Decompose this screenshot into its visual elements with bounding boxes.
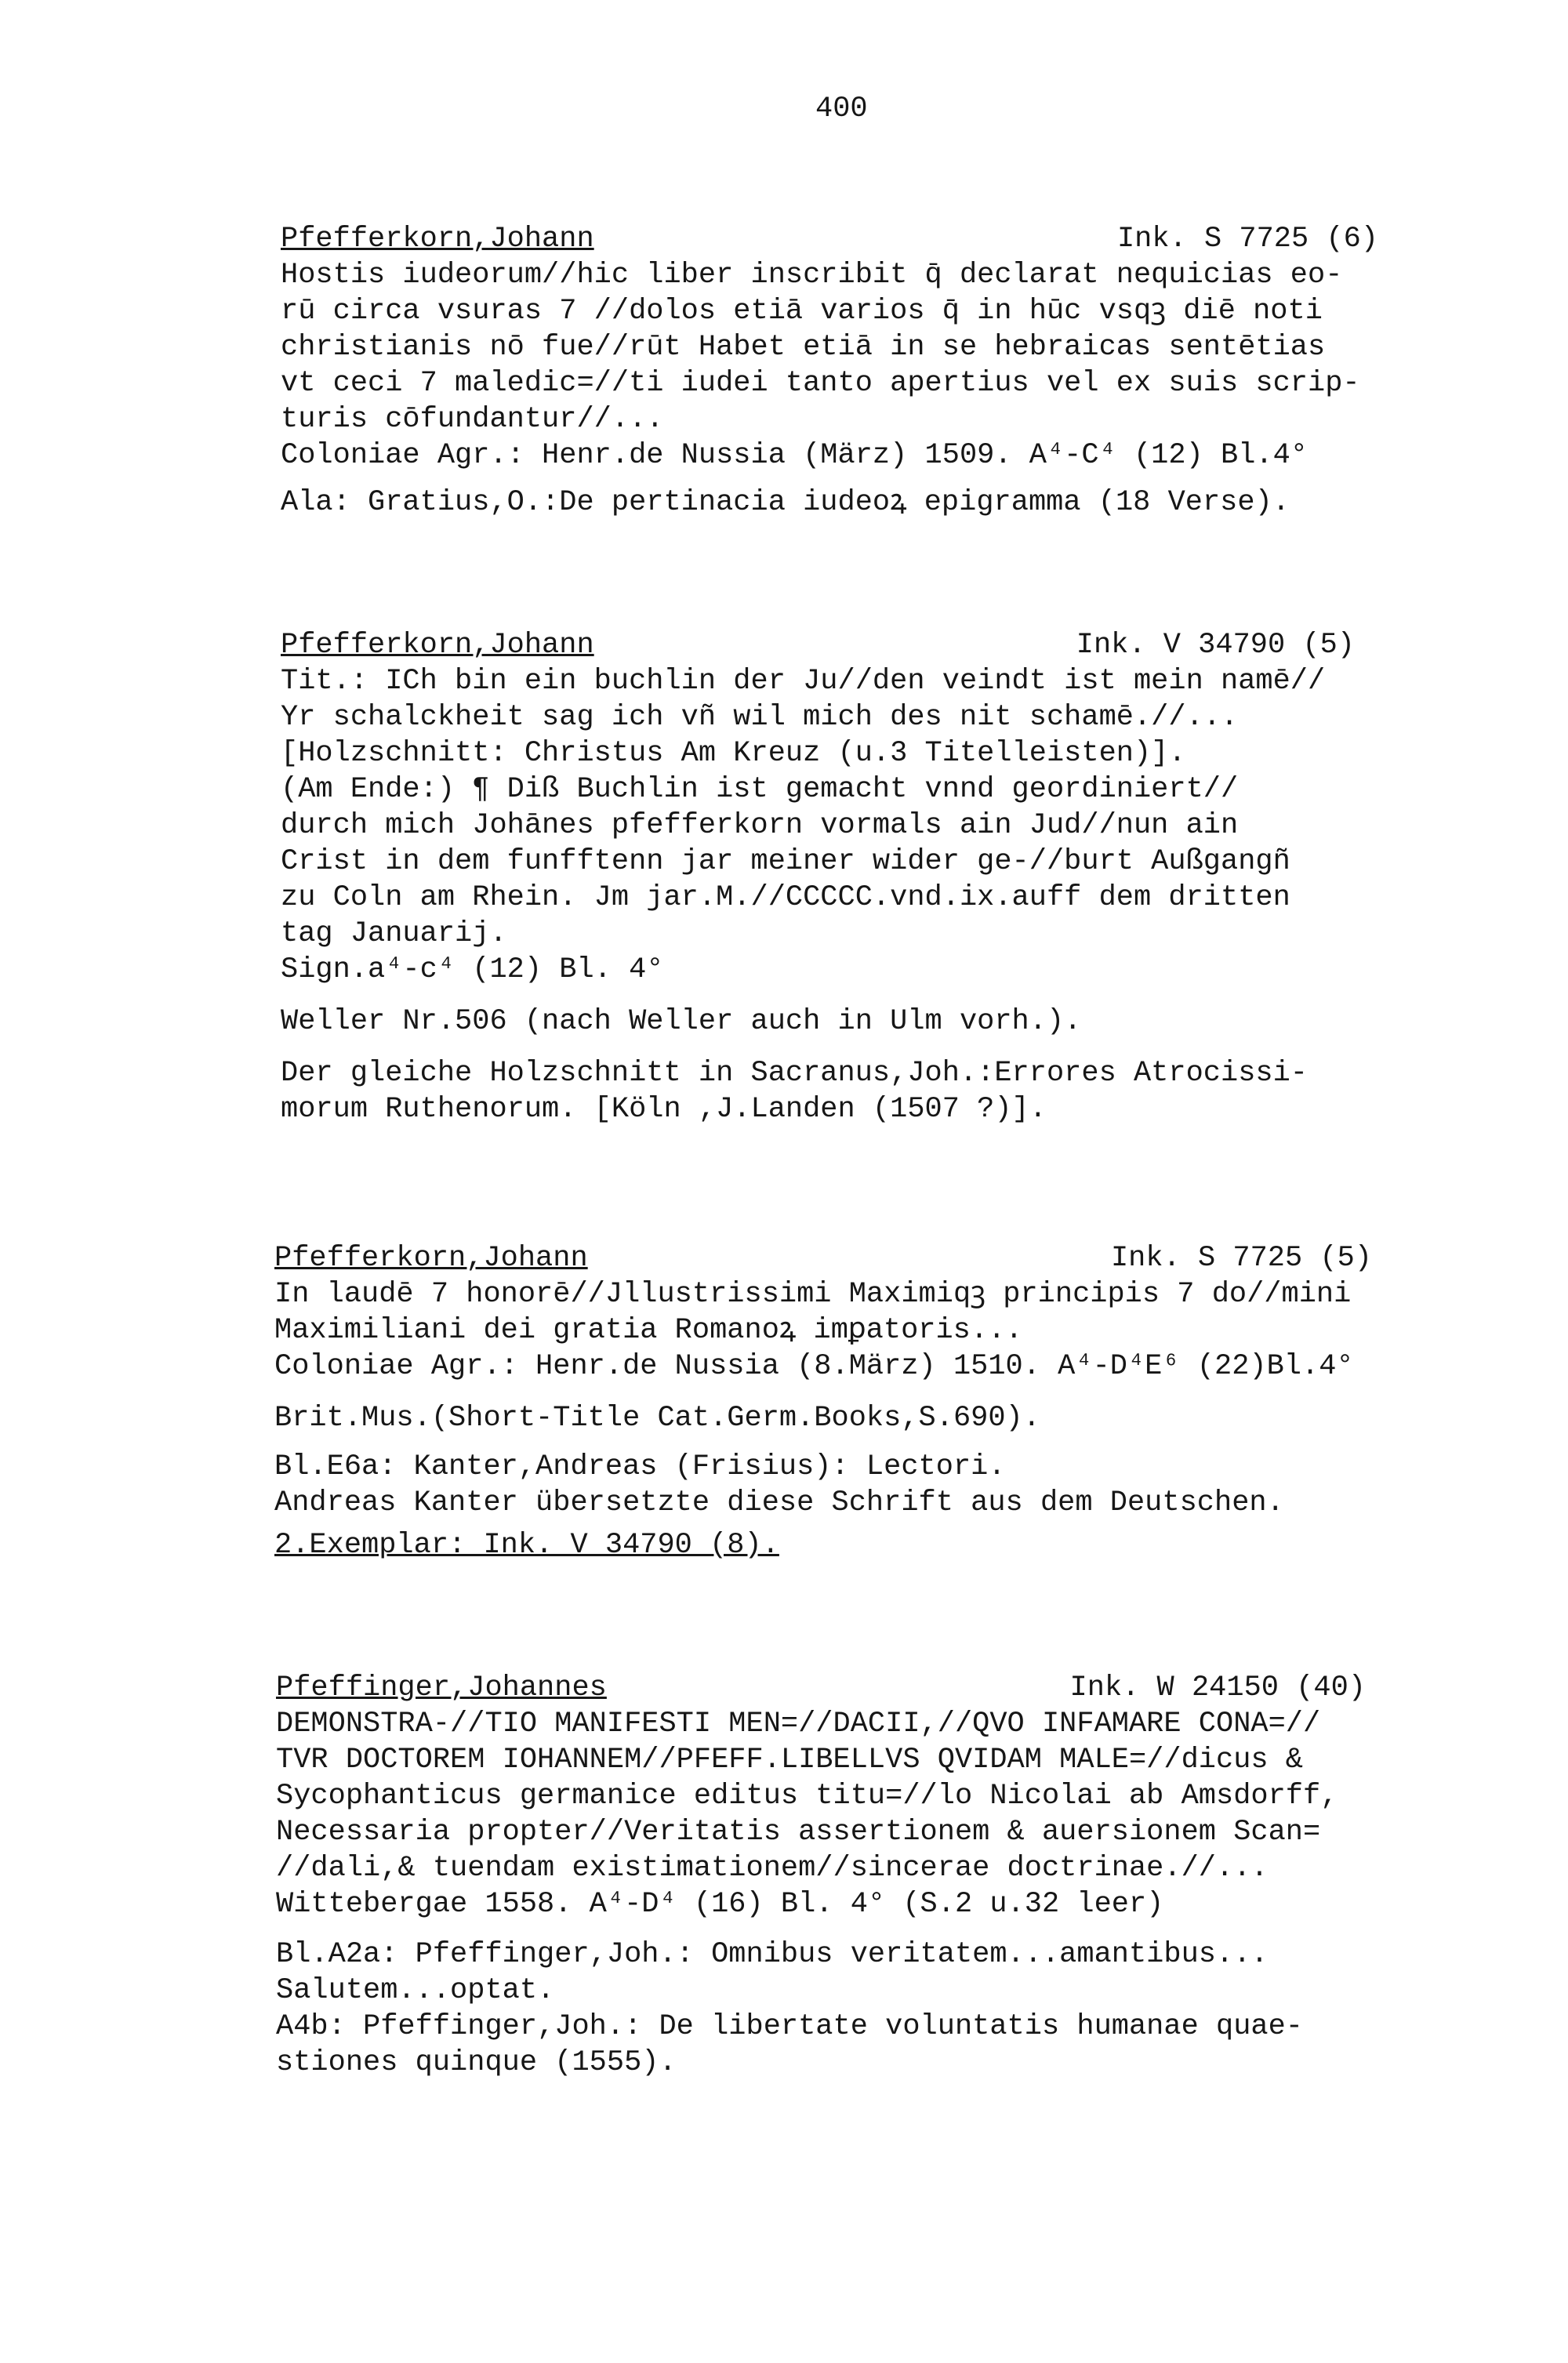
entry-note: stiones quinque (1555). [276, 2046, 677, 2079]
entry-line: christianis nō fue//rūt Habet etiā in se hebraicas sentētias [281, 331, 1326, 364]
entry-imprint: Sign.a⁴-c⁴ (12) Bl. 4° [281, 953, 664, 986]
entry-note: Ala: Gratius,O.:De pertinacia iudeoꝝ epigramma (18 Verse). [281, 486, 1290, 519]
entry-line: Tit.: ICh bin ein buchlin der Ju//den veindt ist mein namē// [281, 665, 1326, 698]
entry-shelfmark: Ink. V 34790 (5) [1076, 629, 1355, 662]
entry-note: Salutem...optat. [276, 1974, 555, 2007]
entry-line: vt ceci 7 maledic=//ti iudei tanto apertius vel ex suis scrip- [281, 367, 1360, 400]
entry-line: zu Coln am Rhein. Jm jar.M.//CCCCC.vnd.ix.auff dem dritten [281, 881, 1290, 914]
entry-author: Pfefferkorn,Johann [281, 223, 594, 256]
entry-line: TVR DOCTOREM IOHANNEM//PFEFF.LIBELLVS QVIDAM MALE=//dicus & [276, 1744, 1304, 1777]
entry-line: Necessaria propter//Veritatis assertionem & auersionem Scan= [276, 1816, 1321, 1849]
entry-note: Der gleiche Holzschnitt in Sacranus,Joh.:Errores Atrocissi- [281, 1057, 1308, 1090]
entry-shelfmark: Ink. S 7725 (5) [1110, 1242, 1372, 1275]
entry-shelfmark: Ink. S 7725 (6) [1116, 223, 1378, 256]
entry-line: turis cōfundantur//... [281, 403, 664, 436]
entry-note: Weller Nr.506 (nach Weller auch in Ulm vorh.). [281, 1005, 1082, 1038]
entry-line: rū circa vsuras 7 //dolos etiā varios q̄ in hūc vsqꝫ diē noti [281, 295, 1323, 328]
entry-author: Pfefferkorn,Johann [274, 1242, 588, 1275]
entry-note: Bl.E6a: Kanter,Andreas (Frisius): Lectori. [274, 1450, 1006, 1483]
page-number: 400 [815, 93, 868, 125]
entry-note: Andreas Kanter übersetzte diese Schrift aus dem Deutschen. [274, 1486, 1284, 1519]
entry-note: A4b: Pfeffinger,Joh.: De libertate voluntatis humanae quae- [276, 2010, 1304, 2043]
entry-line: Hostis iudeorum//hic liber inscribit q̄ declarat nequicias eo- [281, 259, 1343, 292]
entry-line: Sycophanticus germanice editus titu=//lo Nicolai ab Amsdorff, [276, 1780, 1338, 1813]
entry-line: DEMONSTRA-//TIO MANIFESTI MEN=//DACII,//QVO INFAMARE CONA=// [276, 1708, 1321, 1740]
entry-imprint: Wittebergae 1558. A⁴-D⁴ (16) Bl. 4° (S.2 u.32 leer) [276, 1888, 1164, 1921]
entry-line: //dali,& tuendam existimationem//sincerae doctrinae.//... [276, 1852, 1269, 1885]
entry-line: In laudē 7 honorē//Jllustrissimi Maximiqꝫ principis 7 do//mini [274, 1278, 1352, 1311]
entry-line: tag Januarij. [281, 917, 507, 950]
entry-author: Pfeffinger,Johannes [276, 1672, 607, 1704]
entry-imprint: Coloniae Agr.: Henr.de Nussia (8.März) 1510. A⁴-D⁴E⁶ (22)Bl.4° [274, 1350, 1354, 1383]
entry-shelfmark: Ink. W 24150 (40) [1069, 1672, 1366, 1704]
entry-line: [Holzschnitt: Christus Am Kreuz (u.3 Titelleisten)]. [281, 737, 1186, 770]
entry-line: Maximiliani dei gratia Romanoꝝ imꝑatoris... [274, 1314, 1023, 1347]
entry-note: 2.Exemplar: Ink. V 34790 (8). [274, 1529, 779, 1562]
entry-author: Pfefferkorn,Johann [281, 629, 594, 662]
entry-note: Brit.Mus.(Short-Title Cat.Germ.Books,S.690). [274, 1402, 1040, 1435]
entry-line: (Am Ende:) ¶ Diß Buchlin ist gemacht vnnd geordiniert// [281, 773, 1239, 806]
entry-imprint: Coloniae Agr.: Henr.de Nussia (März) 1509. A⁴-C⁴ (12) Bl.4° [281, 439, 1308, 472]
entry-note: Bl.A2a: Pfeffinger,Joh.: Omnibus veritatem...amantibus... [276, 1938, 1269, 1971]
entry-line: Crist in dem funfftenn jar meiner wider ge-//burt Außgangñ [281, 845, 1290, 878]
entry-note: morum Ruthenorum. [Köln ,J.Landen (1507 ?)]. [281, 1093, 1047, 1126]
entry-line: Yr schalckheit sag ich vñ wil mich des nit schamē.//... [281, 701, 1239, 734]
entry-line: durch mich Johānes pfefferkorn vormals ain Jud//nun ain [281, 809, 1239, 842]
